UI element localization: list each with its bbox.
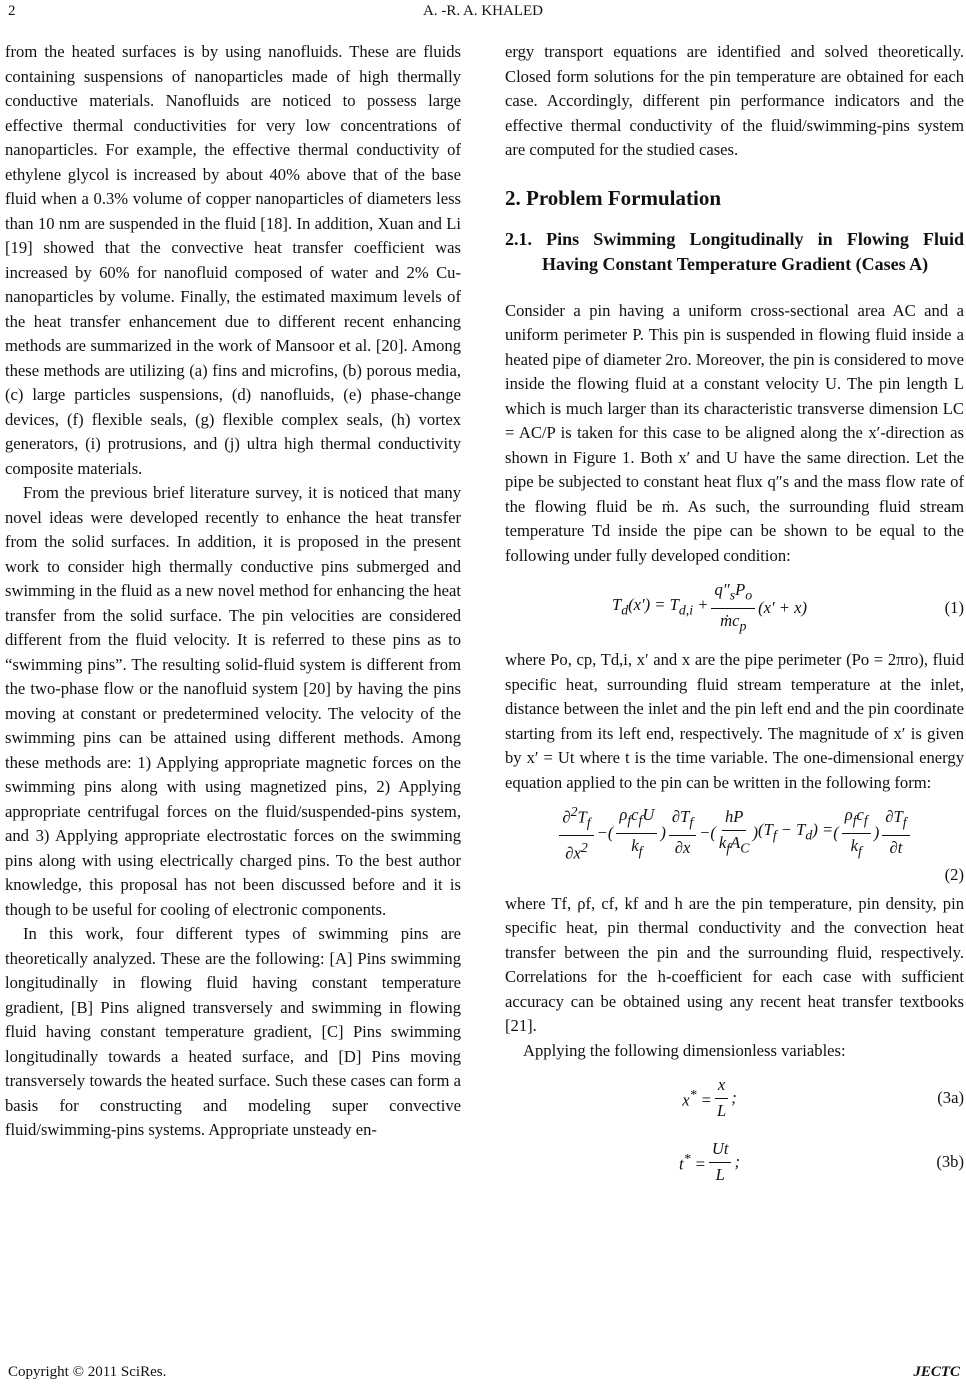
paragraph: ergy transport equations are identified and solved theoretically. Closed form solutions for the pin temperature are obtained for each case. Accordingly, different pin performance indicators and the effective thermal conductivity of the fluid/swimming-pins system are computed for the studied cases. [505, 42, 964, 159]
paragraph: where Tf, ρf, cf, kf and h are the pin temperature, pin density, pin specific heat, pin thermal conductivity and the convection heat transfer between the pin and the surrounding fluid, respectively. Correlations for the h-coefficient for each case with sufficient accuracy can be obtained using any recent heat transfer textbooks [21]. [505, 893, 964, 1035]
equation-1-body: $T_d(x') = T_{d,i}$ + $\frac{q''_sP_o}{ṁc_p}$ (x′ + x) [611, 579, 808, 633]
equation-1 [505, 576, 964, 640]
paragraph: where Po, cp, Td,i, x′ and x are the pipe perimeter (Po = 2πro), fluid specific heat, surrounding fluid stream temperature at the inlet, distance between the inlet and the pin left end and the pin coordinate starting from its left end, respectively. The magnitude of x′ is given by x′ = Ut where t is the time variable. The one-dimensional energy equation applied to the pin can be written in the following form: [505, 650, 964, 792]
equation-number: (2) [944, 865, 964, 884]
page-header [0, 0, 966, 24]
paragraph: from the heated surfaces is by using nanofluids. These are fluids containing suspensions of nanoparticles made of high thermally conductive materials. Nanofluids are noticed to possess large effective thermal conductivities for very low concentrations of nanoparticles. For example, the effective thermal conductivity of ethylene glycol is increased by about 40% above that of the base fluid when a 0.3% volume of copper nanoparticles of diameters less than 10 nm are suspended in the fluid [18]. In addition, Xuan and Li [19] showed that the convective heat transfer coefficient was increased by 60% for nanofluid composed of water and 2% Cu-nanoparticles by volume. Finally, the estimated maximum levels of the heat transfer enhancement due to different recent enhancing methods are summarized in the work of Mansoor et al. [20]. Among these methods are utilizing (a) fins and microfins, (b) porous media, (c) large particles suspensions, (d) nanofluids, (e) phase-change devices, (f) flexible seals, (g) flexible complex seals, (h) vortex generators, (i) protrusions, and (j) ultra high thermal conductivity composite materials. [5, 42, 461, 478]
paragraph: Consider a pin having a uniform cross-sectional area AC and a uniform perimeter P. This pin is suspended in flowing fluid inside a heated pipe of diameter 2ro. Moreover, the pin is considered to move inside the flowing fluid at a constant velocity U. The pin length L which is much larger than its characteristic transverse dimension LC = AC/P is taken for this case to be aligned along the x′-direction as shown in Figure 1. Both x′ and U have the same direction. Let the pipe be subjected to constant heat flux q″s and the mass flow rate of the flowing fluid be ṁ. As such, the surrounding fluid stream temperature Td inside the pipe can be shown to be equal to the following under fully developed condition: [505, 300, 964, 565]
copyright: Copyright © 2011 SciRes. [8, 1364, 167, 1380]
equation-3a-body: x* = $\frac{x}{L}$ ; [682, 1075, 737, 1120]
equation-3b [505, 1133, 964, 1191]
paragraph: In this work, four different types of swimming pins are theoretically analyzed. These are the following: [A] Pins swimming longitudinally in flowing fluid having constant temperature gradient, [B] Pins aligned transversely and swimming in flowing fluid having constant temperature gradient, [C] Pins swimming longitudinally towards a heated surface, and [D] Pins moving transversely towards the heated surface. Such these cases can form a basis for constructing and modeling super convective fluid/swimming-pins systems. Appropriate unsteady en- [5, 924, 461, 1139]
equation-3a [505, 1069, 964, 1127]
equation-2 [505, 803, 964, 863]
equation-number: (3b) [936, 1151, 964, 1171]
paragraph: From the previous brief literature survey, it is noticed that many novel ideas were developed recently to enhance the heat transfer from the solid surfaces. In addition, it is proposed in the present work to consider high thermally conductive pins submerged and swimming in the fluid as a new novel method for enhancing the heat transfer from the solid surface. The pin velocities are considered different from the fluid velocity. It is referred to these pins as to “swimming pins”. The resulting solid-fluid system is different from the two-phase flow or the nanofluid system [20] by having the pins moving at constant or predetermined velocity. The velocity of the swimming pins can be attained using different methods. Among these methods are: 1) Applying appropriate magnetic forces on the swimming pins along with using magnetized pins, 2) Applying appropriate centrifugal forces on the fluid/suspended-pins system, and 3) Applying appropriate electrostatic forces on the swimming pins along with using electrically charged pins. To the best author knowledge, this proposal has not been discussed before and it is though to be useful for cooling of electronic components. [5, 483, 461, 919]
right-column [505, 40, 964, 1197]
equation-2-number-row [505, 863, 964, 888]
equation-number: (3a) [937, 1087, 964, 1107]
equation-3b-body: t* = $\frac{Ut}{L}$ ; [678, 1139, 741, 1184]
section-title: 2. Problem Formulation [505, 185, 722, 210]
running-title: A. -R. A. KHALED [423, 3, 543, 19]
journal-name: JECTC [913, 1364, 960, 1380]
left-column [5, 40, 461, 1143]
paragraph: Applying the following dimensionless variables: [523, 1040, 846, 1060]
equation-number: (1) [944, 597, 964, 617]
subsection-title: 2.1. Pins Swimming Longitudinally in Flowing Fluid Having Constant Temperature Gradient (Cases A) [505, 228, 964, 274]
equation-2-body: $\frac{\partial^2T_f}{\partial x^2}$ − ( $\frac{\rho_fc_fU}{k_f}$ ) $\frac{\partial T_f}{\partial x}$ − ( $\frac{hP}{k_fA_C}$ ) $(T_f - T_d)$ = ( $\frac{\rho_fc_f}{k_f}$ ) $\frac{\partial T_f}{\partial t}$ [505, 803, 964, 863]
page-number: 2 [8, 3, 16, 19]
